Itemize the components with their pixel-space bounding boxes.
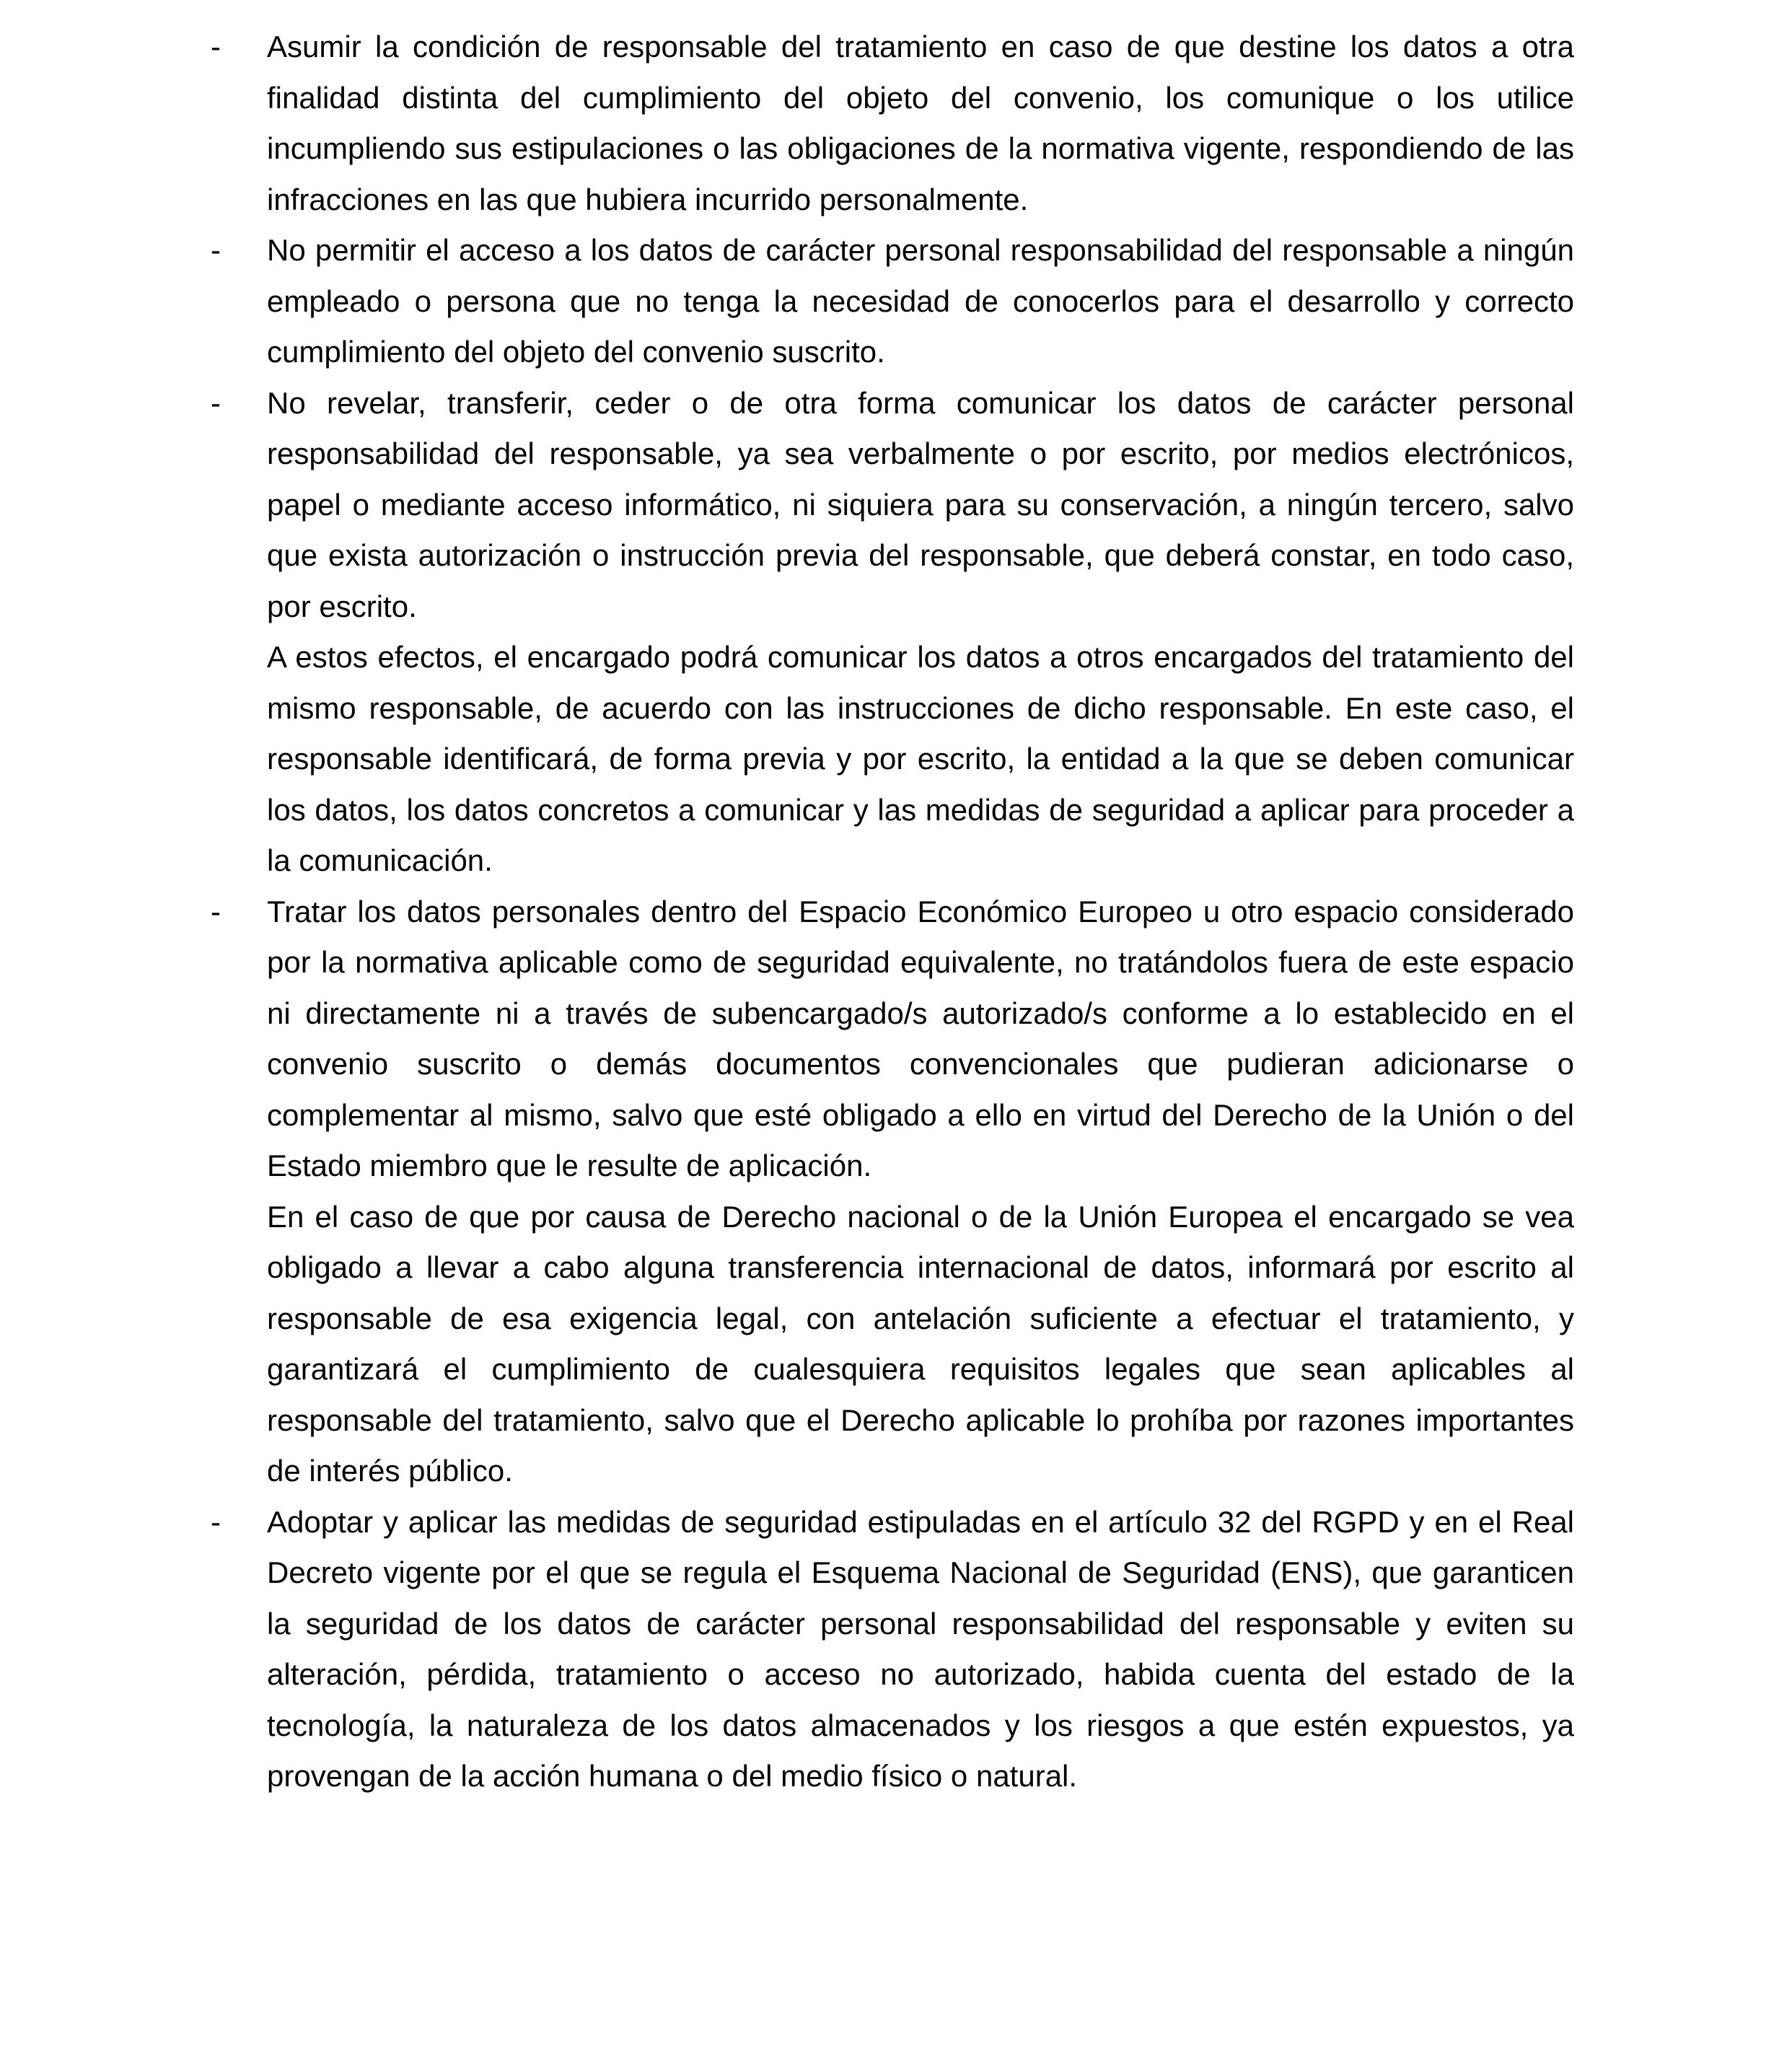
paragraph: No revelar, transferir, ceder o de otra forma comunicar los datos de carácter personal responsabilidad del responsable, ya sea verbalmente o por escrito, por medios electrónicos, papel o mediante acceso informático, ni siquiera para su conservación, a ningún tercero, salvo que exista autorización o instrucción previa del responsable, que deberá constar, en todo caso, por escrito. [267,385,1574,623]
paragraph: Adoptar y aplicar las medidas de seguridad estipuladas en el artículo 32 del RGPD y en el Real Decreto vigente por el que se regula el Esquema Nacional de Seguridad (ENS), que garanticen la seguridad de los datos de carácter personal responsabilidad del responsable y eviten su alteración, pérdida, tratamiento o acceso no autorizado, habida cuenta del estado de la tecnología, la naturaleza de los datos almacenados y los riesgos a que estén expuestos, ya provengan de la acción humana o del medio físico o natural. [267,1504,1574,1793]
paragraph-continuation: A estos efectos, el encargado podrá comunicar los datos a otros encargados del tratamiento del mismo responsable, de acuerdo con las instrucciones de dicho responsable. En este caso, el responsable identificará, de forma previa y por escrito, la entidad a la que se deben comunicar los datos, los datos concretos a comunicar y las medidas de seguridad a aplicar para proceder a la comunicación. [267,640,1574,877]
bullet-dash: - [211,1504,221,1539]
list-item [211,22,1574,225]
bullet-dash: - [211,30,221,63]
paragraph: Tratar los datos personales dentro del Espacio Económico Europeo u otro espacio considerado por la normativa aplicable como de seguridad equivalente, no tratándolos fuera de este espacio ni directamente ni a través de subencargado/s autorizado/s conforme a lo establecido en el convenio suscrito o demás documentos convencionales que pudieran adicionarse o complementar al mismo, salvo que esté obligado a ello en virtud del Derecho de la Unión o del Estado miembro que le resulte de aplicación. [267,894,1574,1182]
list-item [211,378,1574,633]
list-item [211,1497,1574,1802]
paragraph: No permitir el acceso a los datos de carácter personal responsabilidad del responsable a ningún empleado o persona que no tenga la necesidad de conocerlos para el desarrollo y correcto cumplimiento del objeto del convenio suscrito. [267,233,1574,369]
paragraph-continuation: En el caso de que por causa de Derecho nacional o de la Unión Europea el encargado se vea obligado a llevar a cabo alguna transferencia internacional de datos, informará por escrito al responsable de esa exigencia legal, con antelación suficiente a efectuar el tratamiento, y garantizará el cumplimiento de cualesquiera requisitos legales que sean aplicables al responsable del tratamiento, salvo que el Derecho aplicable lo prohíba por razones importantes de interés público. [267,1199,1574,1488]
bullet-dash: - [211,894,221,929]
list-item [211,887,1574,1192]
bullet-dash: - [211,385,221,420]
bullet-dash: - [211,233,221,267]
list-item [211,225,1574,378]
document-body [211,22,1574,1802]
paragraph: Asumir la condición de responsable del tratamiento en caso de que destine los datos a otra finalidad distinta del cumplimiento del objeto del convenio, los comunique o los utilice incumpliendo sus estipulaciones o las obligaciones de la normativa vigente, respondiendo de las infracciones en las que hubiera incurrido personalmente. [267,30,1574,216]
